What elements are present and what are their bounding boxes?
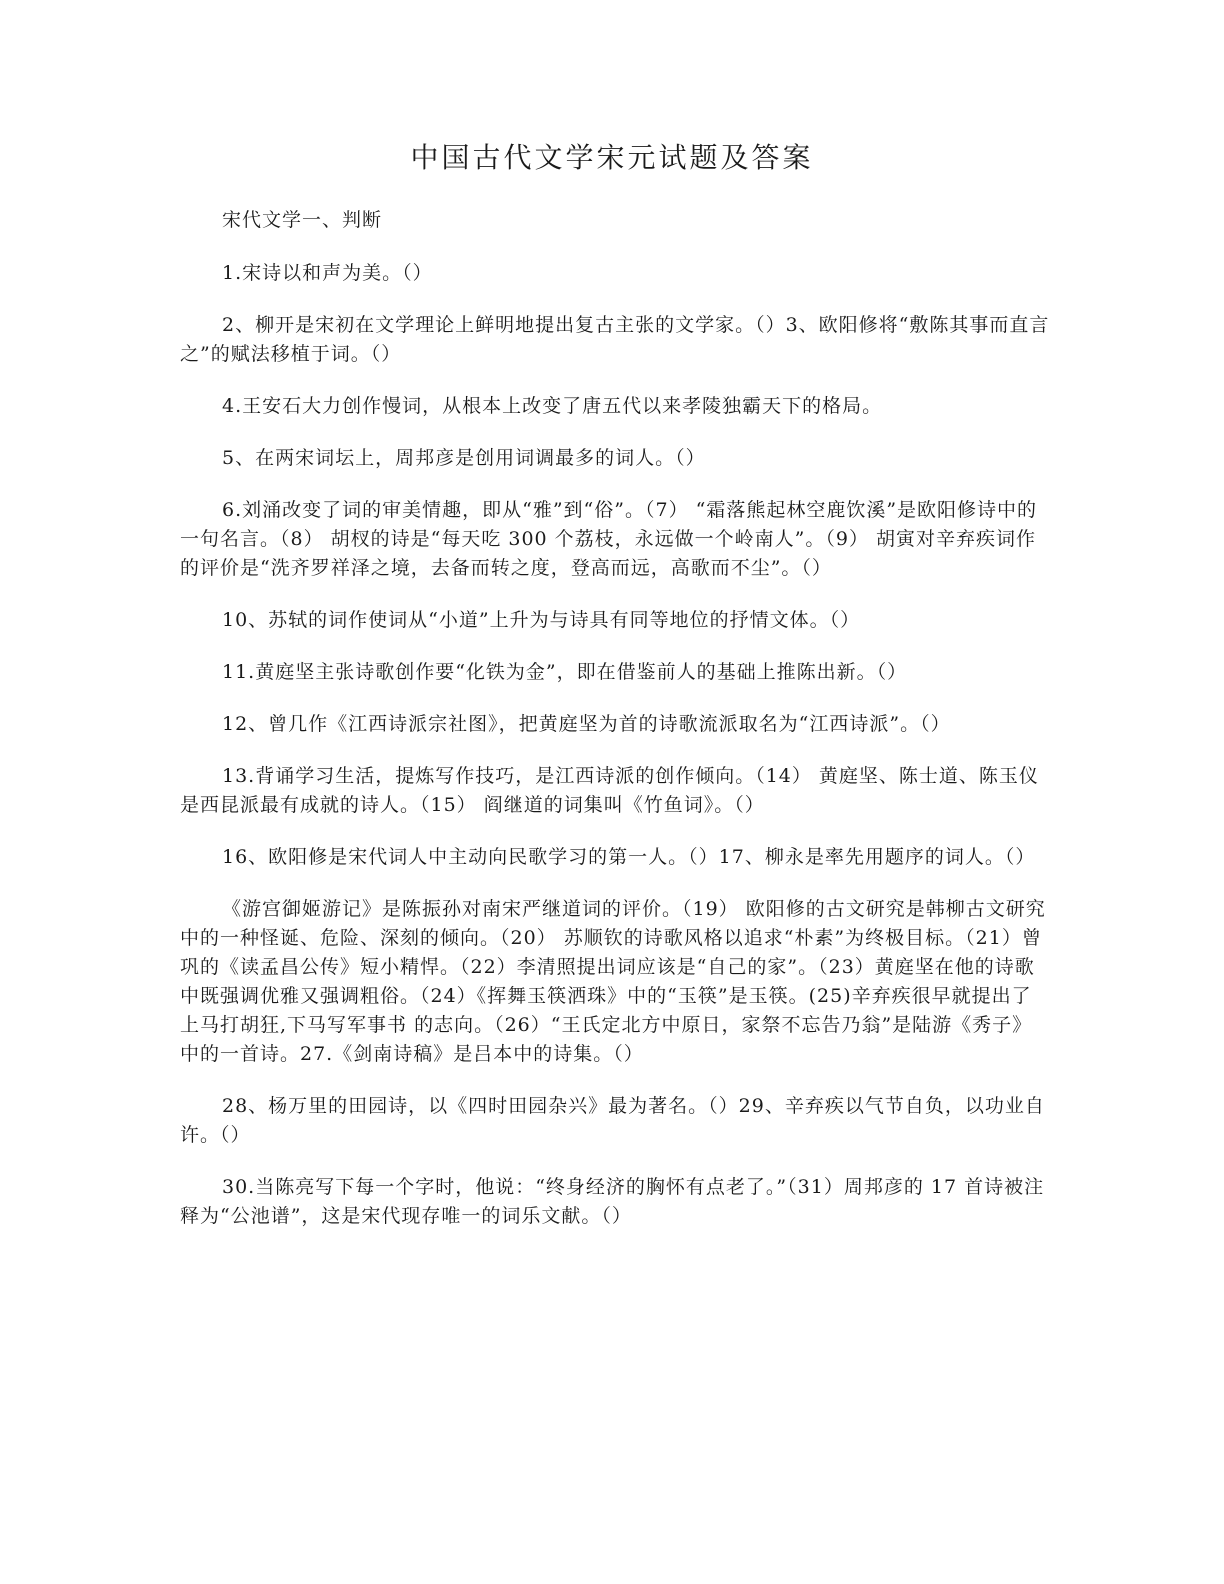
question-paragraph: 6.刘涌改变了词的审美情趣，即从“雅”到“俗”。（7） “霜落熊起林空鹿饮溪”是欧阳修诗中的一句名言。（8） 胡杈的诗是“每天吃 300 个荔枝，永远做一个岭南人”。（9） 胡寅对辛弃疾词作的评价是“洗齐罗祥泽之境，去备而转之度，登高而远，高歌而不尘”。（） [180, 499, 1038, 579]
document-title: 中国古代文学宋元试题及答案 [410, 141, 814, 174]
question-paragraph: 1.宋诗以和声为美。（） [222, 262, 433, 284]
question-paragraph: 《游宫御姬游记》是陈振孙对南宋严继道词的评价。（19） 欧阳修的古文研究是韩柳古文研究中的一种怪诞、危险、深刻的倾向。（20） 苏顺钦的诗歌风格以追求“朴素”为终极目标。（21）曾巩的《读孟昌公传》短小精悍。（22）李清照提出词应该是“自己的家”。（23）黄庭坚在他的诗歌中既强调优雅又强调粗俗。（24）《挥舞玉筷洒珠》中的“玉筷”是玉筷。(25)辛弃疾很早就提出了 上马打胡狂,下马写军事书 的志向。（26）“王氏定北方中原日，家祭不忘告乃翁”是陆游《秀子》中的一首诗。27.《剑南诗稿》是吕本中的诗集。（） [180, 898, 1046, 1065]
question-paragraph: 2、柳开是宋初在文学理论上鲜明地提出复古主张的文学家。（）3、欧阳修将“敷陈其事而直言之”的赋法移植于词。（） [180, 314, 1050, 365]
question-paragraph: 11.黄庭坚主张诗歌创作要“化铁为金”，即在借鉴前人的基础上推陈出新。（） [222, 661, 908, 683]
question-paragraph: 28、杨万里的田园诗，以《四时田园杂兴》最为著名。（）29、辛弃疾以气节自负，以功业自许。（） [180, 1095, 1045, 1146]
question-paragraph: 13.背诵学习生活，提炼写作技巧，是江西诗派的创作倾向。（14） 黄庭坚、陈士道、陈玉仪是西昆派最有成就的诗人。（15） 阎继道的词集叫《竹鱼词》。（） [180, 765, 1039, 816]
question-paragraph: 4.王安石大力创作慢词，从根本上改变了唐五代以来孝陵独霸天下的格局。 [222, 395, 883, 417]
question-paragraph: 5、在两宋词坛上，周邦彦是创用词调最多的词人。（） [222, 447, 706, 469]
question-paragraph: 10、苏轼的词作使词从“小道”上升为与诗具有同等地位的抒情文体。（） [222, 609, 861, 631]
document-body [180, 206, 1050, 1254]
question-paragraph: 12、曾几作《江西诗派宗社图》，把黄庭坚为首的诗歌流派取名为“江西诗派”。（） [222, 713, 951, 735]
section-heading: 宋代文学一、判断 [222, 209, 383, 231]
question-paragraph: 16、欧阳修是宋代词人中主动向民歌学习的第一人。（）17、柳永是率先用题序的词人。（） [222, 846, 1036, 868]
question-paragraph: 30.当陈亮写下每一个字时，他说：“终身经济的胸怀有点老了。”（31）周邦彦的 17 首诗被注释为“公池谱”，这是宋代现存唯一的词乐文献。（） [180, 1176, 1045, 1227]
